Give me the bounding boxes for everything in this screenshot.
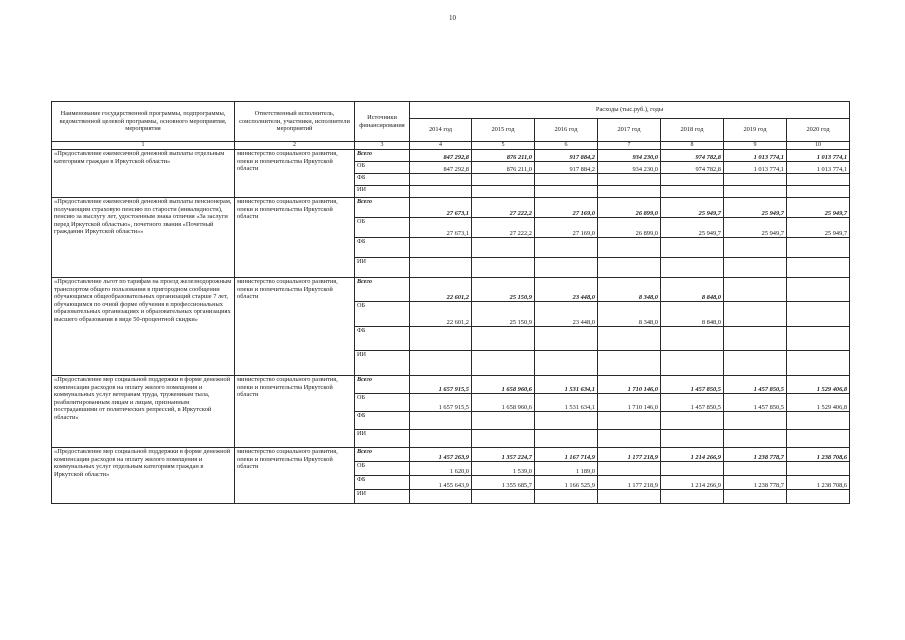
expense-value: [598, 186, 661, 198]
expense-value: 27 169,0: [535, 198, 598, 218]
expense-value: 847 292,8: [410, 162, 472, 174]
expense-value: [410, 490, 472, 504]
column-number: 9: [724, 142, 787, 150]
expense-value: [787, 412, 850, 430]
expense-value: 917 884,2: [535, 150, 598, 162]
expense-value: [535, 412, 598, 430]
expense-value: 22 601,2: [410, 302, 472, 327]
expense-value: 1 658 960,6: [472, 394, 535, 412]
expense-value: [787, 186, 850, 198]
expense-value: [724, 462, 787, 476]
funding-source: ОБ: [355, 394, 410, 412]
expense-value: 27 169,0: [535, 218, 598, 238]
expense-value: [410, 174, 472, 186]
expense-value: [787, 174, 850, 186]
expense-value: [472, 351, 535, 376]
year-header: 2019 год: [724, 119, 787, 142]
expense-value: 974 782,8: [661, 150, 724, 162]
expense-value: [724, 174, 787, 186]
expense-value: [410, 258, 472, 278]
column-number: 8: [661, 142, 724, 150]
expense-value: [535, 351, 598, 376]
table-row: [52, 198, 850, 218]
table-row: [52, 150, 850, 162]
funding-source: ИИ: [355, 258, 410, 278]
column-number: 1: [52, 142, 235, 150]
expense-value: 1 214 266,9: [661, 448, 724, 462]
expense-value: 25 949,7: [724, 198, 787, 218]
expense-value: 1 529 406,8: [787, 394, 850, 412]
funding-source: ОБ: [355, 162, 410, 174]
funding-source: Всего: [355, 448, 410, 462]
column-number-row: [52, 142, 850, 150]
expense-value: [535, 430, 598, 448]
expense-value: [787, 490, 850, 504]
measure-description: «Предоставление льгот по тарифам на проезд железнодорожным транспортом общего пользования в пригородном сообщении обучающимся общеобразовательных организаций старше 7 лет, обучающимся по очной форме обучения в профессиональных образовательных организациях и образовательных организациях высшего образования в виде 50-процентной скидки»: [52, 278, 235, 376]
expense-value: 23 448,0: [535, 278, 598, 302]
header-sources: Источники финансирования: [355, 102, 410, 142]
measure-description: «Предоставление мер социальной поддержки в форме денежной компенсации расходов на оплату жилого помещения и коммунальных услуг отдельным категориям граждан в Иркутской области»: [52, 448, 235, 504]
expense-value: [535, 258, 598, 278]
column-number: 10: [787, 142, 850, 150]
measure-description: «Предоставление мер социальной поддержки в форме денежной компенсации расходов на оплату жилого помещения и коммунальных услуг ветеранам труда, труженикам тыла, реабилитированным лицам и лицам, признанным пострадавшими от политических репрессий, в Иркутской области»: [52, 376, 235, 448]
expense-value: 1 539,0: [472, 462, 535, 476]
expense-value: [661, 327, 724, 351]
expense-value: 1 620,0: [410, 462, 472, 476]
expense-value: 1 238 778,7: [724, 476, 787, 490]
expense-value: 1 177 218,9: [598, 448, 661, 462]
expense-value: 1 013 774,1: [787, 150, 850, 162]
expense-value: [410, 412, 472, 430]
expense-value: 1 355 685,7: [472, 476, 535, 490]
expense-value: 1 167 714,9: [535, 448, 598, 462]
expense-value: [598, 238, 661, 258]
measure-description: «Предоставление ежемесячной денежной выплаты отдельным категориям граждан в Иркутской области»: [52, 150, 235, 198]
expense-value: 1 457 263,9: [410, 448, 472, 462]
expense-value: 1 457 850,5: [661, 376, 724, 394]
expense-value: 25 949,7: [724, 218, 787, 238]
funding-source: ИИ: [355, 351, 410, 376]
expense-value: 1 531 634,1: [535, 394, 598, 412]
expense-value: 27 222,2: [472, 218, 535, 238]
expense-value: 1 238 708,6: [787, 476, 850, 490]
expense-value: [724, 327, 787, 351]
expense-value: [472, 238, 535, 258]
expense-value: [661, 490, 724, 504]
year-header: 2015 год: [472, 119, 535, 142]
expense-value: [724, 490, 787, 504]
responsible-executor: министерство социального развития, опеки и попечительства Иркутской области: [235, 278, 355, 376]
expense-value: [661, 258, 724, 278]
expense-value: 1 166 525,9: [535, 476, 598, 490]
expense-value: [472, 186, 535, 198]
expense-value: 1 013 774,1: [724, 162, 787, 174]
expense-value: 8 848,0: [661, 278, 724, 302]
responsible-executor: министерство социального развития, опеки и попечительства Иркутской области: [235, 376, 355, 448]
funding-source: ФБ: [355, 412, 410, 430]
funding-source: Всего: [355, 376, 410, 394]
expense-value: 1 457 850,5: [724, 394, 787, 412]
header-responsible: Ответственный исполнитель, соисполнители, участники, исполнители мероприятий: [235, 102, 355, 142]
expense-value: [724, 351, 787, 376]
column-number: 7: [598, 142, 661, 150]
expense-value: 1 455 643,9: [410, 476, 472, 490]
expense-value: [535, 327, 598, 351]
expense-value: [472, 174, 535, 186]
expense-value: 26 899,0: [598, 198, 661, 218]
expense-value: [661, 174, 724, 186]
expense-value: [410, 238, 472, 258]
expense-value: [661, 412, 724, 430]
expense-value: 27 673,1: [410, 198, 472, 218]
expense-value: [598, 351, 661, 376]
year-header: 2014 год: [410, 119, 472, 142]
expense-value: 1 214 266,9: [661, 476, 724, 490]
expense-value: 26 899,0: [598, 218, 661, 238]
expense-value: [410, 430, 472, 448]
expense-value: [787, 278, 850, 302]
table-row: [52, 278, 850, 302]
expense-value: [535, 238, 598, 258]
funding-source: Всего: [355, 278, 410, 302]
expense-value: 22 601,2: [410, 278, 472, 302]
year-header: 2016 год: [535, 119, 598, 142]
expense-value: 1 013 774,1: [787, 162, 850, 174]
expense-value: 1 357 224,7: [472, 448, 535, 462]
expense-value: [535, 186, 598, 198]
header-expenses: Расходы (тыс.руб.), годы: [410, 102, 850, 119]
expense-value: [724, 412, 787, 430]
expense-value: [598, 174, 661, 186]
expense-value: [661, 462, 724, 476]
expense-value: [724, 186, 787, 198]
column-number: 3: [355, 142, 410, 150]
expense-value: [535, 490, 598, 504]
expense-value: [472, 258, 535, 278]
column-number: 4: [410, 142, 472, 150]
expense-value: 1 658 960,6: [472, 376, 535, 394]
expense-value: [598, 327, 661, 351]
measure-description: «Предоставление ежемесячной денежной выплаты пенсионерам, получающим страховую пенсию по старости (инвалидности), пенсию за выслугу лет, удостоенным знака отличия «За заслуги перед Иркутской областью», почетного звания «Почетный гражданин Иркутской области»»: [52, 198, 235, 278]
expense-value: 1 657 915,5: [410, 394, 472, 412]
table-row: [52, 376, 850, 394]
expense-value: 25 949,7: [787, 218, 850, 238]
expense-value: 876 211,0: [472, 150, 535, 162]
expense-value: 23 448,0: [535, 302, 598, 327]
expense-value: [598, 490, 661, 504]
expense-value: 1 531 634,1: [535, 376, 598, 394]
year-header: 2018 год: [661, 119, 724, 142]
expense-value: 934 230,0: [598, 162, 661, 174]
expense-value: [598, 258, 661, 278]
expense-value: [598, 430, 661, 448]
column-number: 5: [472, 142, 535, 150]
expense-value: [787, 327, 850, 351]
responsible-executor: министерство социального развития, опеки и попечительства Иркутской области: [235, 448, 355, 504]
funding-source: ИИ: [355, 186, 410, 198]
funding-source: ОБ: [355, 218, 410, 238]
funding-source: ФБ: [355, 476, 410, 490]
expense-value: [724, 302, 787, 327]
expense-value: [410, 327, 472, 351]
expense-value: 8 348,0: [598, 278, 661, 302]
expense-value: [472, 327, 535, 351]
expense-value: 1 529 406,8: [787, 376, 850, 394]
column-number: 6: [535, 142, 598, 150]
expense-value: 25 949,7: [661, 198, 724, 218]
funding-source: ОБ: [355, 462, 410, 476]
expense-value: 1 189,0: [535, 462, 598, 476]
expense-value: 974 782,8: [661, 162, 724, 174]
funding-source: ИИ: [355, 430, 410, 448]
expense-value: 1 457 850,5: [724, 376, 787, 394]
expense-value: 917 884,2: [535, 162, 598, 174]
expense-value: 876 211,0: [472, 162, 535, 174]
expense-value: 1 238 708,6: [787, 448, 850, 462]
expense-value: 1 657 915,5: [410, 376, 472, 394]
expense-value: [661, 430, 724, 448]
expense-value: [787, 351, 850, 376]
expense-value: [787, 258, 850, 278]
expense-value: 25 949,7: [661, 218, 724, 238]
table-row: [52, 448, 850, 462]
column-number: 2: [235, 142, 355, 150]
expense-value: [598, 412, 661, 430]
funding-source: Всего: [355, 198, 410, 218]
expense-value: [661, 238, 724, 258]
funding-source: Всего: [355, 150, 410, 162]
expense-value: 1 013 774,1: [724, 150, 787, 162]
year-header: 2020 год: [787, 119, 850, 142]
expense-value: 847 292,8: [410, 150, 472, 162]
expense-value: 1 238 778,7: [724, 448, 787, 462]
funding-source: ФБ: [355, 238, 410, 258]
expense-value: [787, 302, 850, 327]
responsible-executor: министерство социального развития, опеки и попечительства Иркутской области: [235, 198, 355, 278]
expense-value: 25 949,7: [787, 198, 850, 218]
expense-value: 1 710 146,0: [598, 376, 661, 394]
year-header: 2017 год: [598, 119, 661, 142]
expense-value: 25 150,9: [472, 278, 535, 302]
expense-value: 1 457 850,5: [661, 394, 724, 412]
expense-value: 1 177 218,9: [598, 476, 661, 490]
expense-value: [724, 238, 787, 258]
expense-value: [787, 238, 850, 258]
expense-value: [410, 186, 472, 198]
expense-value: [661, 186, 724, 198]
expenses-table: [51, 101, 850, 504]
header-name: Наименование государственной программы, подпрограммы, ведомственной целевой программы, основного мероприятия, мероприятия: [52, 102, 235, 142]
funding-source: ФБ: [355, 327, 410, 351]
expense-value: [724, 258, 787, 278]
funding-source: ОБ: [355, 302, 410, 327]
expense-value: 25 150,9: [472, 302, 535, 327]
expense-value: 8 848,0: [661, 302, 724, 327]
page-number: 10: [449, 14, 456, 22]
expense-value: [410, 351, 472, 376]
table-body: [52, 150, 850, 504]
expense-value: 27 222,2: [472, 198, 535, 218]
expense-value: 934 230,0: [598, 150, 661, 162]
funding-source: ФБ: [355, 174, 410, 186]
expense-value: 1 710 146,0: [598, 394, 661, 412]
expense-value: [787, 462, 850, 476]
expense-value: [472, 412, 535, 430]
expense-value: [724, 278, 787, 302]
expense-value: [661, 351, 724, 376]
funding-source: ИИ: [355, 490, 410, 504]
expense-value: [472, 490, 535, 504]
responsible-executor: министерство социального развития, опеки и попечительства Иркутской области: [235, 150, 355, 198]
expense-value: [598, 462, 661, 476]
expense-value: 27 673,1: [410, 218, 472, 238]
expense-value: [535, 174, 598, 186]
expense-value: 8 348,0: [598, 302, 661, 327]
expense-value: [787, 430, 850, 448]
expense-value: [472, 430, 535, 448]
expense-value: [724, 430, 787, 448]
